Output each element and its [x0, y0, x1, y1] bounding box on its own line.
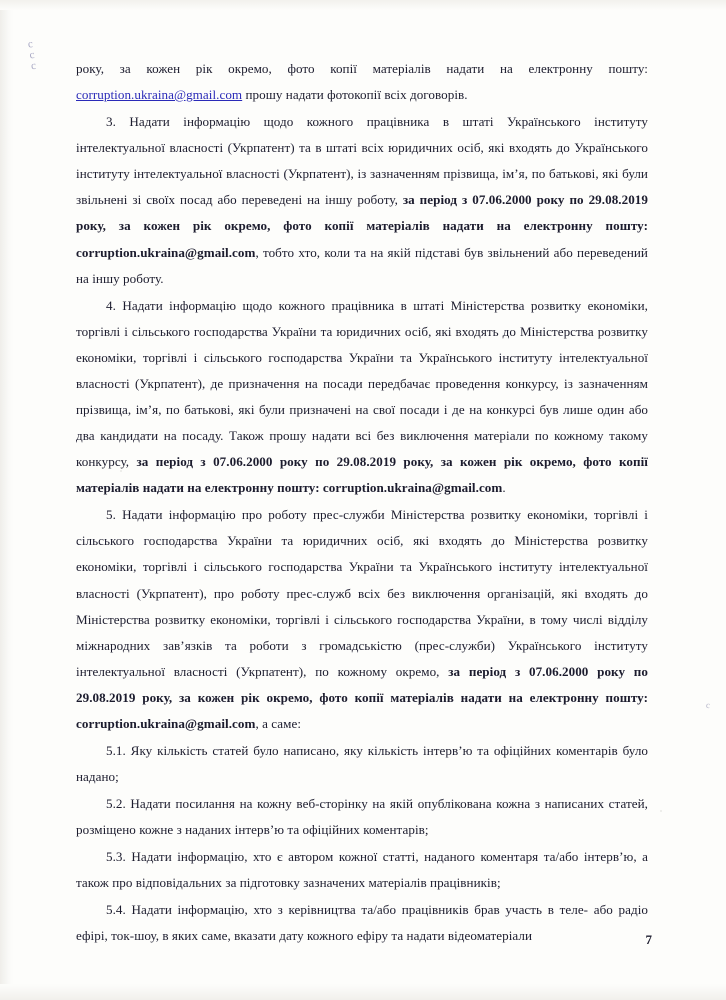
bold-run: за період з 07.06.2000 року по 29.08.2019 року, за кожен рік окремо, фото копії матеріалів надати на електронну пошту: corruption.ukraina@gmail.com	[76, 454, 648, 496]
text-run: 3. Надати інформацію щодо кожного працівника в штаті Українського інституту інтелектуальної власності (Укрпатент) та в штаті всіх юридичних осіб, які входять до Українського інституту інтелектуальної власності (Укрпатент), із зазначенням прізвища, ім’я, по батькові, які були звільнені зі своїх посад або переведені на іншу роботу,	[76, 114, 648, 208]
text-run: прошу надати фотокопії всіх договорів.	[242, 87, 468, 103]
scan-edge-left	[0, 0, 14, 1000]
paragraph-item-5-2	[76, 791, 648, 843]
paragraph-p-continued	[76, 56, 648, 108]
paragraph-item-4	[76, 293, 648, 502]
paragraph-item-5-1	[76, 738, 648, 790]
bold-run: за період з 07.06.2000 року по 29.08.2019 року, за кожен рік окремо, фото копії матеріалів надати на електронну пошту: corruption.ukraina@gmail.com	[76, 663, 648, 732]
page-number: 7	[645, 932, 652, 947]
text-run: , тобто хто, коли та на якій підставі був звільнений або переведений на іншу роботу.	[76, 244, 648, 286]
text-run: , а саме:	[255, 716, 302, 732]
paragraph-item-5-4	[76, 897, 648, 949]
text-run: 5.2. Надати посилання на кожну веб-сторінку на якій опублікована кожна з написаних статей, розміщено кожне з наданих інтерв’ю та офіційних коментарів;	[76, 796, 648, 838]
text-run: 5.3. Надати інформацію, хто є автором кожної статті, наданого коментаря та/або інтерв’ю, а також про відповідальних за підготовку зазначених матеріалів працівників;	[76, 849, 648, 891]
scan-edge-bottom	[0, 984, 726, 1000]
text-run: 5. Надати інформацію про роботу прес-служби Міністерства розвитку економіки, торгівлі і сільського господарства України та юридичних осіб, які входять до Міністерства розвитку економіки, торгівлі і сільського господарства України та Українського інституту інтелектуальної власності (Укрпатент), про роботу прес-служб всіх без виключення організацій, які входять до Міністерства розвитку економіки, торгівлі і сільського господарства України, в тому числі відділу міжнародних зав’язків та роботи з громадськістю (прес-служби) Українського інституту інтелектуальної власності (Укрпатент), по кожному окремо,	[76, 507, 648, 679]
text-run: року, за кожен рік окремо, фото копії матеріалів надати на електронну пошту:	[76, 61, 648, 76]
margin-note-right: с	[705, 699, 711, 711]
text-run: 5.1. Яку кількість статей було написано, яку кількість інтерв’ю та офіційних коментарів було надано;	[76, 743, 648, 785]
text-run: .	[502, 480, 506, 496]
bold-run: за період з 07.06.2000 року по 29.08.2019 року, за кожен рік окремо, фото копії матеріалів надати на електронну пошту: corruption.ukraina@gmail.com	[76, 192, 649, 260]
document-body	[76, 56, 648, 950]
paragraph-item-5-3	[76, 844, 648, 896]
scan-edge-top	[0, 0, 726, 10]
scan-speck	[660, 810, 662, 812]
text-run: 4. Надати інформацію щодо кожного працівника в штаті Міністерства розвитку економіки, торгівлі і сільського господарства України та юридичних осіб, які входять до Міністерства розвитку економіки, торгівлі і сільського господарства України та Українського інституту інтелектуальної власності (Укрпатент), де призначення на посади передбачає проведення конкурсу, із зазначенням прізвища, ім’я, по батькові, які були призначені на свої посади і де на конкурсі був лише один або два кандидати на посаду. Також прошу надати всі без виключення матеріали по кожному такому конкурсу,	[76, 297, 648, 470]
paragraph-item-5	[76, 502, 648, 737]
margin-handwriting-marks: с с с	[27, 38, 37, 73]
paragraph-item-3	[76, 109, 648, 292]
email-link[interactable]: corruption.ukraina@gmail.com	[76, 87, 243, 103]
text-run: 5.4. Надати інформацію, хто з керівництва та/або працівників брав участь в теле- або радіо ефірі, ток-шоу, в яких саме, вказати дату кожного ефіру та надати відеоматеріали	[76, 902, 648, 944]
